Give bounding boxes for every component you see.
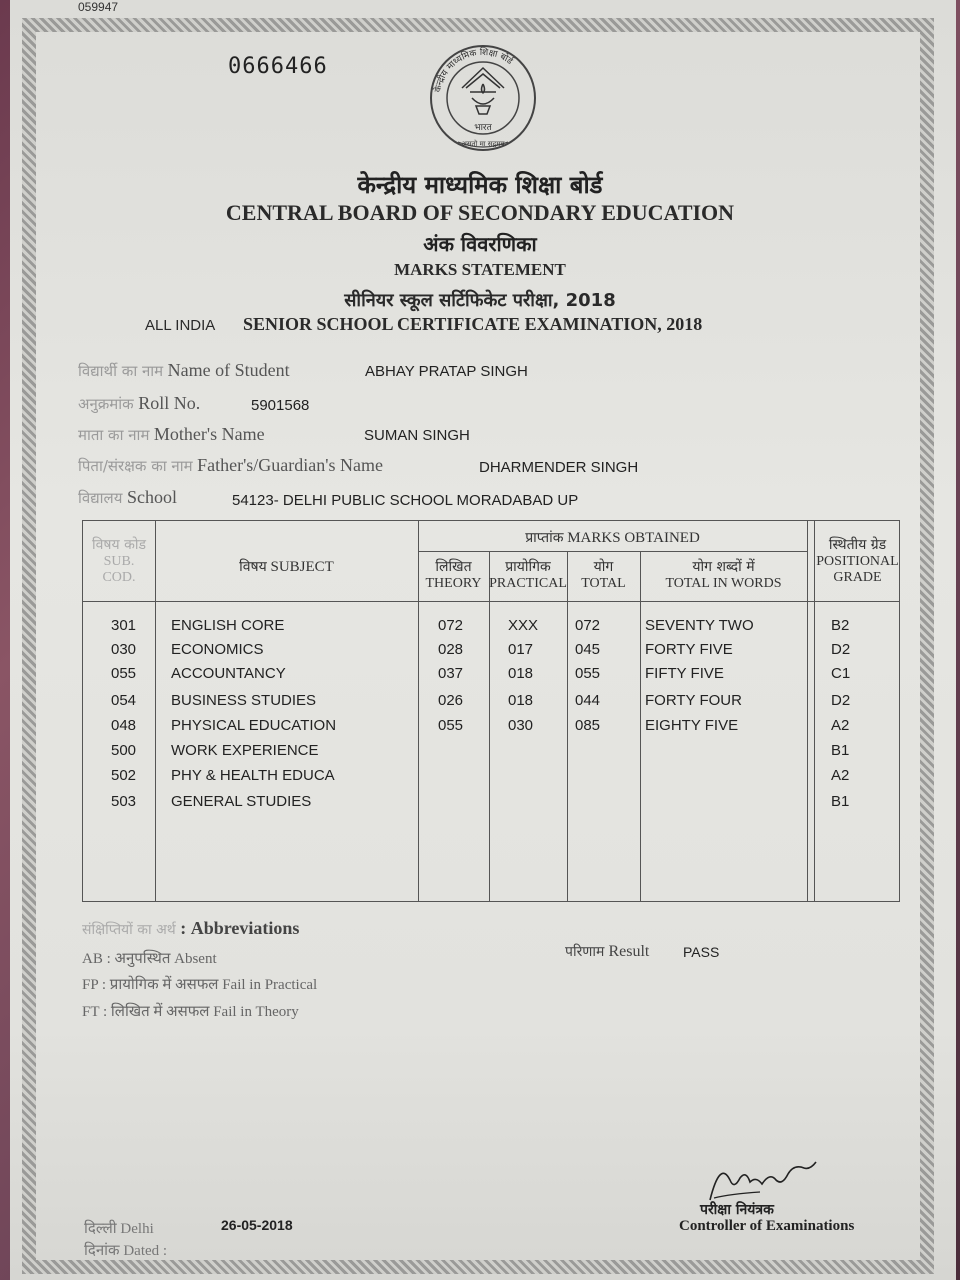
header-code-line1: SUB. (103, 554, 135, 569)
cell-code: 500 (111, 742, 137, 759)
cell-practical: 017 (508, 641, 534, 658)
cell-practical: 018 (508, 665, 534, 682)
dated-label: दिनांक Dated : (84, 1243, 168, 1259)
student-name-label (78, 360, 290, 381)
table-divider (640, 551, 641, 901)
header-code-hindi: विषय कोड (92, 537, 146, 553)
controller-title: Controller of Examinations (679, 1218, 855, 1234)
cell-theory: 055 (438, 717, 464, 734)
cell-grade: A2 (831, 717, 850, 734)
header-practical (489, 557, 567, 592)
cell-name: PHY & HEALTH EDUCA (171, 767, 335, 784)
student-name: ABHAY PRATAP SINGH (365, 363, 528, 380)
exam-title: SENIOR SCHOOL CERTIFICATE EXAMINATION, 2018 (243, 314, 703, 334)
mother-name-label (78, 424, 265, 445)
header-practical-hindi: प्रायोगिक (505, 559, 551, 575)
serial-top: 059947 (78, 0, 119, 14)
table-divider (807, 521, 808, 901)
logo-center-text: भारत (474, 123, 492, 133)
result-label-english: Result (608, 943, 650, 960)
logo-ring-text: केन्द्रीय माध्यमिक शिक्षा बोर्ड (433, 47, 515, 94)
cell-practical: 030 (508, 717, 534, 734)
board-title: CENTRAL BOARD OF SECONDARY EDUCATION (225, 200, 735, 225)
cell-grade: D2 (831, 692, 851, 709)
cell-code: 054 (111, 692, 137, 709)
cell-words: EIGHTY FIVE (645, 717, 739, 734)
header-theory-english: THEORY (425, 576, 482, 591)
cell-code: 502 (111, 767, 137, 784)
table-divider (489, 551, 490, 901)
cell-words: FIFTY FIVE (645, 665, 724, 682)
father-name-label (78, 455, 383, 476)
header-marks (418, 528, 807, 547)
cell-grade: B2 (831, 617, 850, 634)
header-total-words (640, 557, 807, 592)
cell-total: 085 (575, 717, 601, 734)
school-label-hindi: विद्यालय (78, 489, 123, 507)
father-name: DHARMENDER SINGH (479, 459, 639, 476)
header-subject-hindi: विषय (239, 559, 267, 575)
header-code-line2: COD. (102, 570, 136, 585)
cell-total: 055 (575, 665, 601, 682)
student-name-label-english: Name of Student (167, 360, 290, 380)
table-divider (83, 601, 899, 602)
result-value: PASS (683, 944, 720, 960)
abbr-absent: AB : अनुपस्थित Absent (82, 951, 217, 967)
header-total (567, 557, 640, 592)
abbreviations-title-hindi: संक्षिप्तियों का अर्थ (82, 922, 176, 938)
cell-words: FORTY FOUR (645, 692, 742, 709)
cell-theory: 026 (438, 692, 464, 709)
svg-text:केन्द्रीय माध्यमिक शिक्षा बोर् (431, 46, 516, 93)
cell-grade: D2 (831, 641, 851, 658)
board-title-hindi: केन्द्रीय माध्यमिक शिक्षा बोर्ड (357, 171, 603, 199)
statement-title: MARKS STATEMENT (394, 260, 566, 279)
abbreviations-title (82, 918, 299, 939)
exam-title-hindi: सीनियर स्कूल सर्टिफिकेट परीक्षा, 2018 (344, 290, 616, 311)
abbr-fail-practical: FP : प्रायोगिक में असफल Fail in Practical (82, 977, 318, 993)
cell-grade: A2 (831, 767, 850, 784)
cell-name: ECONOMICS (171, 641, 264, 658)
statement-title-hindi: अंक विवरणिका (423, 232, 537, 256)
cell-total: 072 (575, 617, 601, 634)
cell-words: SEVENTY TWO (645, 617, 754, 634)
cell-code: 048 (111, 717, 137, 734)
roll-label (78, 393, 200, 414)
cell-practical: XXX (508, 617, 539, 634)
mother-label-english: Mother's Name (153, 424, 265, 444)
header-grade-line1: POSITIONAL (816, 554, 899, 569)
cell-name: WORK EXPERIENCE (171, 742, 319, 759)
controller-title-hindi: परीक्षा नियंत्रक (700, 1202, 774, 1218)
cell-total: 044 (575, 692, 601, 709)
cell-total: 045 (575, 641, 601, 658)
abbr-fail-theory: FT : लिखित में असफल Fail in Theory (82, 1004, 299, 1020)
header-code (83, 535, 155, 586)
cbse-logo-icon (420, 40, 546, 158)
header-theory-hindi: लिखित (435, 559, 472, 575)
header-subject-english: SUBJECT (270, 559, 334, 575)
father-label-english: Father's/Guardian's Name (197, 455, 384, 475)
result-label-hindi: परिणाम (565, 944, 605, 960)
cell-practical: 018 (508, 692, 534, 709)
cell-theory: 037 (438, 665, 464, 682)
mother-name: SUMAN SINGH (364, 427, 470, 444)
header-words-hindi: योग शब्दों में (692, 559, 755, 575)
roll-label-hindi: अनुक्रमांक (78, 395, 134, 413)
cell-name: ENGLISH CORE (171, 617, 285, 634)
school-label (78, 487, 177, 508)
table-divider (155, 521, 156, 901)
cell-grade: C1 (831, 665, 851, 682)
header-total-english: TOTAL (581, 576, 626, 591)
table-divider (418, 551, 807, 552)
place-label: दिल्ली Delhi (84, 1221, 154, 1237)
header-practical-english: PRACTICAL (489, 576, 567, 591)
cell-name: GENERAL STUDIES (171, 793, 312, 810)
header-total-hindi: योग (593, 559, 614, 575)
all-india-label: ALL INDIA (145, 317, 216, 334)
school-name: 54123- DELHI PUBLIC SCHOOL MORADABAD UP (232, 492, 579, 509)
header-subject (155, 557, 418, 576)
mother-label-hindi: माता का नाम (78, 426, 150, 444)
roll-number: 5901568 (251, 397, 310, 414)
header-marks-hindi: प्राप्तांक (525, 530, 564, 546)
header-grade-hindi: स्थितीय ग्रेड (828, 537, 887, 553)
cell-theory: 028 (438, 641, 464, 658)
cell-name: ACCOUNTANCY (171, 665, 286, 682)
school-label-english: School (126, 487, 177, 507)
table-divider (567, 551, 568, 901)
cell-name: PHYSICAL EDUCATION (171, 717, 337, 734)
header-grade (814, 535, 901, 586)
cell-code: 055 (111, 665, 137, 682)
cell-name: BUSINESS STUDIES (171, 692, 317, 709)
header-words-english: TOTAL IN WORDS (665, 576, 782, 591)
header-marks-english: MARKS OBTAINED (567, 530, 700, 546)
marks-table (82, 520, 900, 902)
result-label (565, 942, 649, 961)
cell-grade: B1 (831, 793, 850, 810)
cell-grade: B1 (831, 742, 850, 759)
cell-code: 503 (111, 793, 137, 810)
father-label-hindi: पिता/संरक्षक का नाम (78, 457, 193, 475)
logo-motto: असतो मा सद्गमय (461, 140, 505, 148)
header-grade-line2: GRADE (833, 570, 882, 585)
abbreviations-title-english: : Abbreviations (180, 918, 300, 938)
serial-number: 0666466 (228, 54, 328, 79)
cell-words: FORTY FIVE (645, 641, 733, 658)
roll-label-english: Roll No. (138, 393, 201, 413)
cell-code: 030 (111, 641, 137, 658)
header-theory (418, 557, 489, 592)
issue-date: 26-05-2018 (221, 1217, 293, 1233)
cell-code: 301 (111, 617, 137, 634)
student-name-label-hindi: विद्यार्थी का नाम (78, 362, 164, 380)
cell-theory: 072 (438, 617, 464, 634)
